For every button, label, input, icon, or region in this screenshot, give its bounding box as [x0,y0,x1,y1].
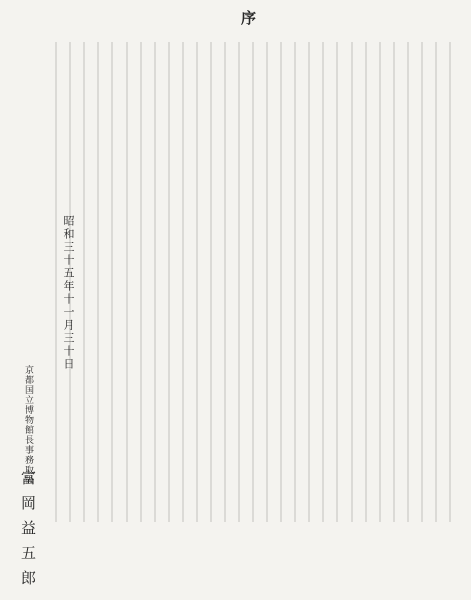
document-body [51,42,451,522]
text-column [318,42,324,522]
text-column [375,42,381,522]
text-column [290,42,296,522]
text-column [332,42,338,522]
text-column [164,42,170,522]
signature-name: 富岡益五郎 [19,470,37,595]
text-column [122,42,128,522]
text-column [389,42,395,522]
closing-date: 昭和三十五年十一月三十日 [62,215,75,371]
text-column [248,42,254,522]
text-column [220,42,226,522]
text-column [150,42,156,522]
text-column [431,42,437,522]
text-column [51,42,57,522]
text-column [107,42,113,522]
text-column [417,42,423,522]
text-column [192,42,198,522]
text-column [262,42,268,522]
text-column [178,42,184,522]
text-column [361,42,367,522]
text-column [445,42,451,522]
text-column [136,42,142,522]
text-column [93,42,99,522]
text-column [304,42,310,522]
document-title: 序 [239,10,257,27]
text-column [347,42,353,522]
text-column [403,42,409,522]
text-column [276,42,282,522]
signature-institution: 京都国立博物館長事務取扱 [23,365,33,485]
text-column [234,42,240,522]
text-column [206,42,212,522]
text-column [79,42,85,522]
